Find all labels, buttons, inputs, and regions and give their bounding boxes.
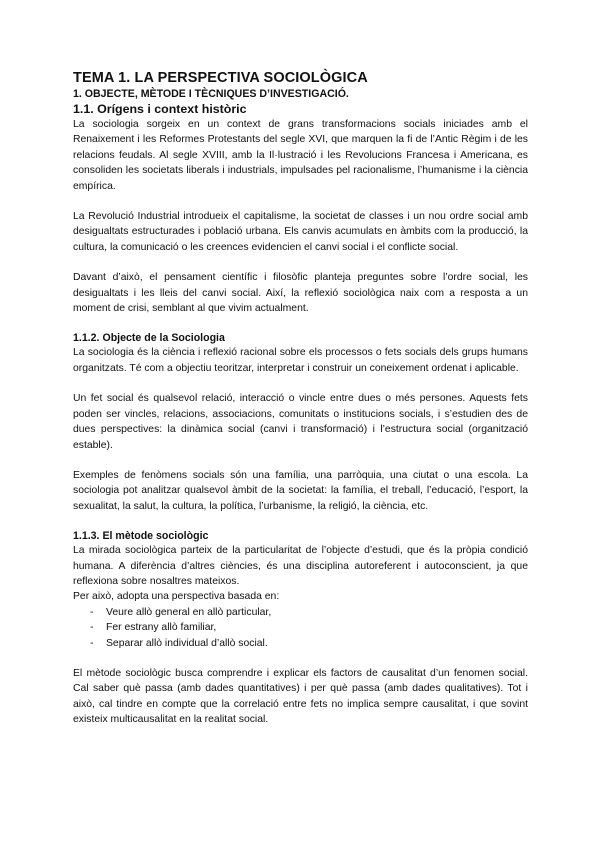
paragraph-origins-3: Davant d’això, el pensament científic i filosòfic planteja preguntes sobre l’ordre social, les desigualtats i les lleis del canvi social. Així, la reflexió sociològica naix com a resposta a un moment de crisi, semblant al que vivim actualment. bbox=[73, 272, 528, 315]
section-1-heading: 1. OBJECTE, MÈTODE I TÈCNIQUES D’INVESTIGACIÓ. bbox=[73, 88, 349, 100]
paragraph-object-1: La sociologia és la ciència i reflexió racional sobre els processos o fets socials dels grups humans organitzats. Té com a objectiu teoritzar, interpretar i construir un coneixement ordenat i aplicable. bbox=[73, 347, 528, 374]
paragraph-object-2: Un fet social és qualsevol relació, interacció o vincle entre dues o més persones. Aquests fets poden ser vincles, relacions, associacions, comunitats o institucions socials, i s’estudien des de dues perspectives: la dinàmica social (canvi i transformació) i l’estructura social (organització estable). bbox=[73, 393, 528, 451]
paragraph-origins-1: La sociologia sorgeix en un context de grans transformacions socials iniciades amb el Renaixement i les Reformes Protestants del segle XVI, que marquen la fi de l’Antic Règim i de les relacions feudals. Al segle XVIII, amb la Il·lustració i les Revolucions Francesa i Americana, es consoliden les societats liberals i industrials, impulsades pel racionalisme, l’humanisme i la ciència empírica. bbox=[73, 119, 528, 192]
paragraph-method-1: La mirada sociològica parteix de la particularitat de l’objecte d’estudi, que és la pròpia condició humana. A diferència d’altres ciències, és una disciplina autoreferent i autoconscient, ja que reflexiona sobre nosaltres mateixos. bbox=[73, 545, 528, 587]
paragraph-object-3: Exemples de fenòmens socials són una família, una parròquia, una ciutat o una escola. La sociologia pot analitzar qualsevol àmbit de la societat: la família, el treball, l’educació, l’esport, la sexualitat, la salut, la cultura, la política, l’urbanisme, la religió, la ciència, etc. bbox=[73, 469, 528, 512]
document-title: TEMA 1. LA PERSPECTIVA SOCIOLÒGICA bbox=[73, 70, 368, 86]
list-item: - Separar allò individual d’allò social. bbox=[90, 636, 528, 651]
perspective-list bbox=[73, 605, 528, 651]
list-item: - Veure allò general en allò particular, bbox=[90, 605, 528, 620]
list-item: - Fer estrany allò familiar, bbox=[90, 620, 528, 635]
section-1-1-2-heading: 1.1.2. Objecte de la Sociologia bbox=[73, 332, 225, 345]
section-1-1-3-heading: 1.1.3. El mètode sociològic bbox=[73, 530, 209, 543]
paragraph-origins-2: La Revolució Industrial introdueix el capitalisme, la societat de classes i un nou ordre social amb desigualtats estructurades i població urbana. Els canvis acumulats en àmbits com la producció, la cultura, la comunicació o les creences evidencien el canvi social i el conflicte social. bbox=[73, 211, 528, 253]
paragraph-method-2: El mètode sociològic busca comprendre i explicar els factors de causalitat d’un fenomen social. Cal saber què passa (amb dades quantitatives) i per què passa (amb dades qualitatives). Tot i això, cal tindre en compte que la correlació entre fets no implica sempre causalitat, i que sovint existeix multicausalitat en la realitat social. bbox=[73, 667, 528, 726]
paragraph-method-intro: Per això, adopta una perspectiva basada en: bbox=[73, 591, 280, 603]
section-1-1-heading: 1.1. Orígens i context històric bbox=[73, 102, 247, 116]
